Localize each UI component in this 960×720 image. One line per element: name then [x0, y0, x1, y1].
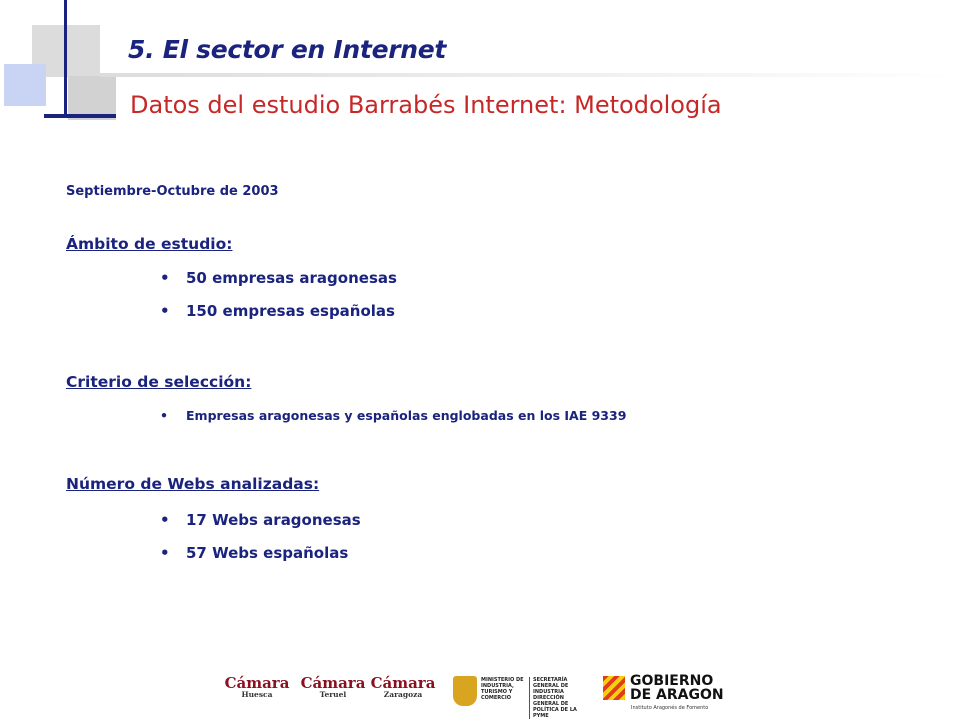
- logo-camara-zaragoza: Cámara Zaragoza: [370, 674, 436, 699]
- logo-camara-teruel: Cámara Teruel: [300, 674, 366, 699]
- list-criterio: [160, 407, 626, 425]
- heading-webs: Número de Webs analizadas:: [66, 475, 320, 493]
- logo-ministerio: MINISTERIO DE INDUSTRIA, TURISMO Y COMERCIO SECRETARÍA GENERAL DE INDUSTRIA DIRECCIÓN GENERAL DE POLÍTICA DE LA PYME: [453, 676, 588, 708]
- list-item: • 150 empresas españolas: [160, 301, 397, 334]
- heading-criterio: Criterio de selección:: [66, 373, 252, 391]
- study-date: Septiembre-Octubre de 2003: [66, 184, 279, 199]
- decor-vertical-line: [64, 0, 67, 118]
- page-subtitle: Datos del estudio Barrabés Internet: Metodología: [130, 91, 722, 119]
- heading-ambito: Ámbito de estudio:: [66, 235, 233, 253]
- list-item: • Empresas aragonesas y españolas englobadas en los IAE 9339: [160, 407, 626, 425]
- decor-blue-square: [4, 64, 46, 106]
- decor-horizontal-line: [44, 114, 116, 118]
- list-item: • 57 Webs españolas: [160, 543, 361, 576]
- logo-camara-huesca: Cámara Huesca: [224, 674, 290, 699]
- spain-shield-icon: [453, 676, 477, 706]
- list-ambito: [160, 268, 397, 334]
- list-webs: [160, 510, 361, 576]
- list-item: • 17 Webs aragonesas: [160, 510, 361, 543]
- logo-gobierno-aragon: GOBIERNO DE ARAGON Instituto Aragonés de Fomento: [603, 672, 743, 714]
- page-title: 5. El sector en Internet: [128, 35, 447, 64]
- aragon-flag-icon: [603, 676, 625, 700]
- list-item: • 50 empresas aragonesas: [160, 268, 397, 301]
- footer-logos: [215, 666, 745, 719]
- decor-title-underline: [100, 73, 960, 77]
